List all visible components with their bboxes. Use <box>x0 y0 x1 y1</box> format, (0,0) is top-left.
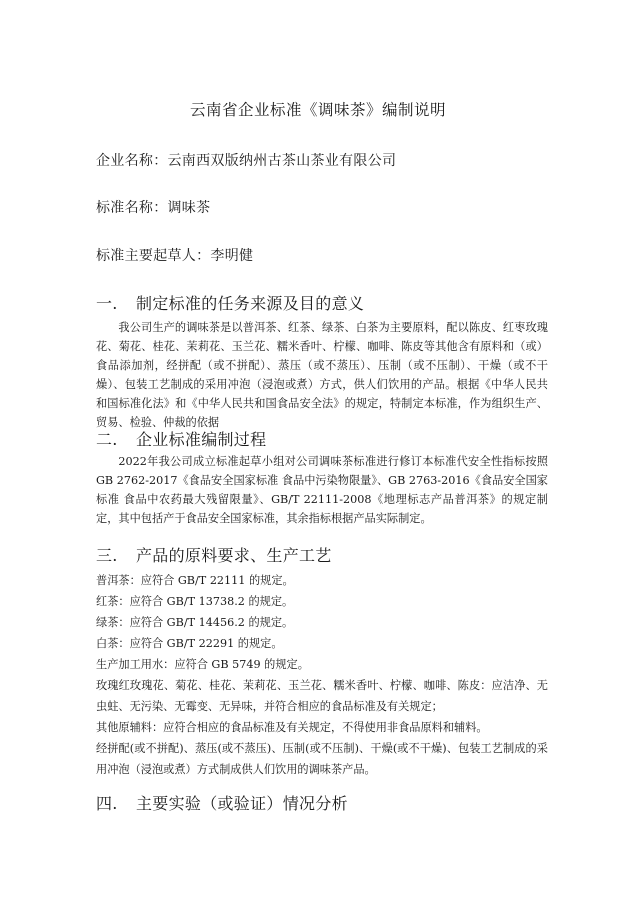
section-heading-4 <box>96 791 348 814</box>
section-title: 制定标准的任务来源及目的意义 <box>136 294 365 313</box>
list-item: 玫瑰红玫瑰花、菊花、桂花、茉莉花、玉兰花、糯米香叶、柠檬、咖啡、陈皮：应洁净、无虫蛀、无污染、无霉变、无异味，并符合相应的食品标准及有关规定； <box>96 679 548 713</box>
section-number: 三. <box>96 546 118 565</box>
list-item: 经拼配(或不拼配)、蒸压(或不蒸压)、压制(或不压制)、干燥(或不干燥)、包装工艺制成的采用冲泡（浸泡或煮）方式制成供人们饮用的调味茶产品。 <box>96 742 548 776</box>
drafter-label: 标准主要起草人： <box>96 248 211 264</box>
section-title: 产品的原料要求、生产工艺 <box>136 546 332 565</box>
list-item: 绿茶：应符合 GB/T 14456.2 的规定。 <box>96 616 294 629</box>
section-number: 二. <box>96 430 118 449</box>
list-item: 普洱茶：应符合 GB/T 22111 的规定。 <box>96 574 294 587</box>
section-body-1: 我公司生产的调味茶是以普洱茶、红茶、绿茶、白茶为主要原料，配以陈皮、红枣玫瑰花、菊花、桂花、茉莉花、玉兰花、糯米香叶、柠檬、咖啡、陈皮等其他含有原料和（或）食品添加剂，经拼配（或不拼配）、蒸压（或不蒸压）、压制（或不压制）、干燥（或不干燥）、包装工艺制成的采用冲泡（浸泡或煮）方式，供人们饮用的产品。根据《中华人民共和国标准化法》和《中华人民共和国食品安全法》的规定，特制定本标准，作为组织生产、贸易、检验、仲裁的依据 <box>96 321 548 429</box>
list-item: 红茶：应符合 GB/T 13738.2 的规定。 <box>96 595 294 608</box>
standard-line <box>96 197 210 217</box>
section-number: 一. <box>96 294 118 313</box>
drafter-value: 李明健 <box>210 248 254 264</box>
section-heading-3 <box>96 543 332 566</box>
list-item: 其他原辅料：应符合相应的食品标准及有关规定，不得使用非食品原料和辅料。 <box>96 721 488 734</box>
list-item: 生产加工用水：应符合 GB 5749 的规定。 <box>96 658 309 671</box>
materials-list <box>96 570 548 780</box>
section-heading-2 <box>96 427 266 450</box>
company-line <box>96 150 396 170</box>
section-title: 主要实验（或验证）情况分析 <box>136 794 348 813</box>
company-label: 企业名称： <box>96 153 168 169</box>
drafter-line <box>96 245 253 265</box>
section-body-2: 2022年我公司成立标准起草小组对公司调味茶标准进行修订本标准代安全性指标按照GB 2762-2017《食品安全国家标准 食品中污染物限量》、GB 2763-2016《食品安全国家标准 食品中农药最大残留限量》、GB/T 22111-2008《地理标志产品普洱茶》的规定制定，其中包括产于食品安全国家标准，其余指标根据产品实际制定。 <box>96 455 548 525</box>
document-title: 云南省企业标准《调味茶》编制说明 <box>189 101 446 119</box>
standard-label: 标准名称： <box>96 200 168 216</box>
section-title: 企业标准编制过程 <box>136 430 267 449</box>
section-heading-1 <box>96 291 364 314</box>
section-number: 四. <box>96 794 118 813</box>
list-item: 白茶：应符合 GB/T 22291 的规定。 <box>96 637 283 650</box>
company-value: 云南西双版纳州古茶山茶业有限公司 <box>167 153 397 169</box>
standard-value: 调味茶 <box>167 200 211 216</box>
